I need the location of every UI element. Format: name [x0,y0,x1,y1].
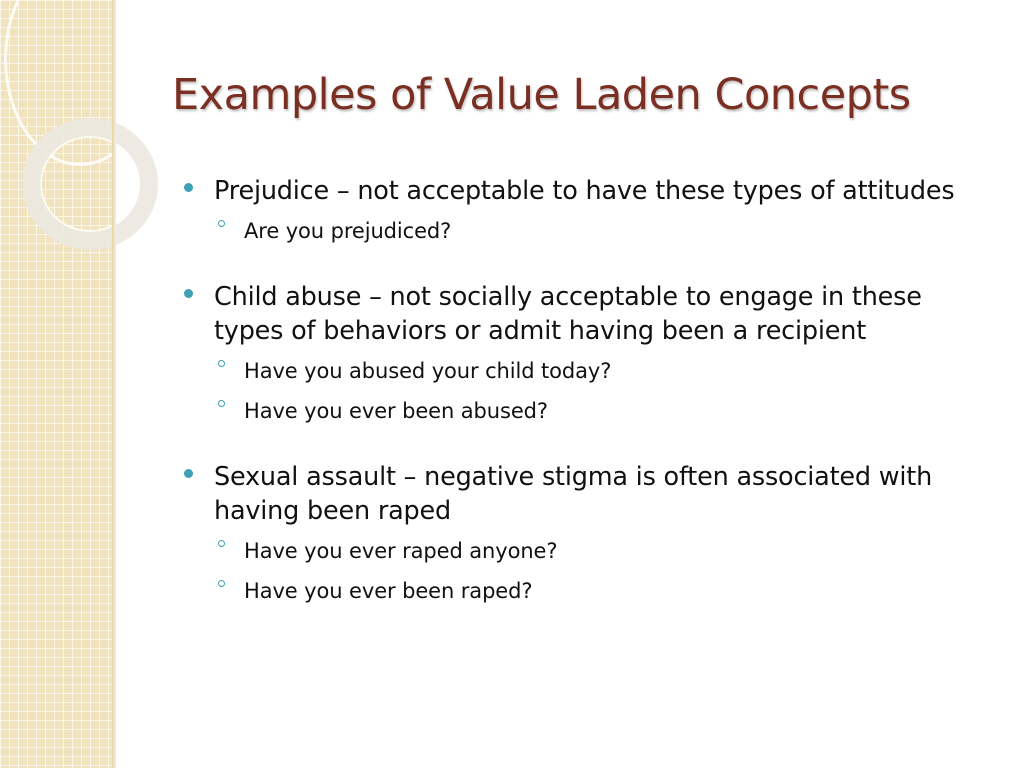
sub-bullet-icon [218,400,225,407]
sub-bullet-item [214,574,964,608]
sub-bullet-icon [218,540,225,547]
sub-bullet-icon [218,580,225,587]
bullet-item [184,174,964,248]
sub-bullet-text: Have you ever been abused? [244,399,548,423]
sub-bullet-icon [218,220,225,227]
side-band-edge [112,0,116,768]
bullet-icon [184,469,193,478]
sub-bullet-list [214,214,964,248]
sub-bullet-icon [218,360,225,367]
decorative-side-band [0,0,112,768]
decorative-ring-inner [40,136,140,232]
sub-bullet-list [214,534,964,608]
sub-bullet-list [214,354,964,428]
bullet-item [184,280,964,428]
bullet-list [184,174,964,640]
sub-bullet-text: Have you ever raped anyone? [244,539,558,563]
sub-bullet-item [214,354,964,388]
bullet-text: Sexual assault – negative stigma is often associated with having been raped [214,462,933,526]
bullet-text: Child abuse – not socially acceptable to engage in these types of behaviors or admit having been a recipient [214,282,922,346]
bullet-icon [184,289,193,298]
sub-bullet-text: Are you prejudiced? [244,219,452,243]
sub-bullet-text: Have you abused your child today? [244,359,612,383]
sub-bullet-item [214,214,964,248]
sub-bullet-item [214,394,964,428]
sub-bullet-item [214,534,964,568]
slide-title: Examples of Value Laden Concepts [172,70,911,120]
bullet-item [184,460,964,608]
bullet-text: Prejudice – not acceptable to have these types of attitudes [214,176,955,206]
sub-bullet-text: Have you ever been raped? [244,579,533,603]
bullet-icon [184,183,193,192]
